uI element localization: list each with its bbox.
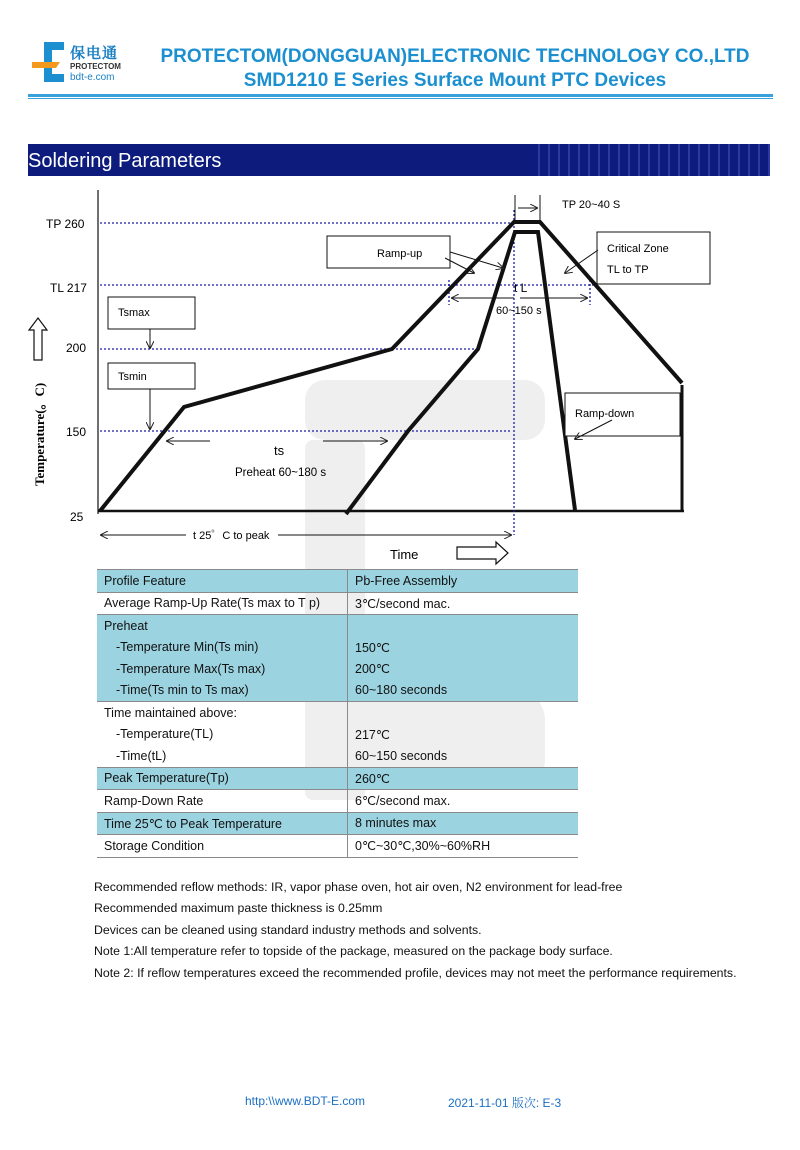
feature-text: Time 25℃ to Peak Temperature xyxy=(104,816,283,831)
value-cell: 150℃ xyxy=(348,637,579,659)
table-row xyxy=(97,702,578,724)
tl-label: t L xyxy=(514,281,528,295)
tl-range-label: 60~150 s xyxy=(496,305,542,317)
feature-text: -Time(tL) xyxy=(116,748,167,763)
value-cell: 60~180 seconds xyxy=(348,680,579,702)
table-row xyxy=(97,724,578,746)
reflow-profile-chart xyxy=(0,180,800,570)
note-line: Note 1:All temperature refer to topside of the package, measured on the package body surface. xyxy=(94,944,613,959)
feature-text: -Temperature(TL) xyxy=(116,727,214,742)
header-rule xyxy=(28,94,773,97)
ts-label: ts xyxy=(274,443,285,458)
table-row xyxy=(97,658,578,680)
value-cell xyxy=(348,702,579,724)
feature-cell xyxy=(97,615,348,637)
feature-text: Profile Feature xyxy=(104,573,186,588)
feature-text: Peak Temperature(Tp) xyxy=(104,771,229,786)
y-tick-25: 25 xyxy=(70,510,84,524)
value-cell: 3℃/second mac. xyxy=(348,592,579,615)
footer-date-version: 2021-11-01 版次: E-3 xyxy=(448,1096,562,1110)
logo-url: bdt-e.com xyxy=(70,72,115,83)
section-stripes xyxy=(530,144,770,176)
t25-label: t 25゜C to peak xyxy=(193,530,270,542)
ramp-up-pointer-2 xyxy=(450,252,503,268)
preheat-label: Preheat 60~180 s xyxy=(235,467,327,479)
feature-cell xyxy=(97,680,348,702)
feature-text: -Time(Ts min to Ts max) xyxy=(116,683,249,698)
x-axis-title: Time xyxy=(390,547,419,562)
value-cell xyxy=(348,615,579,637)
feature-cell xyxy=(97,790,348,813)
feature-cell xyxy=(97,835,348,858)
feature-text: Storage Condition xyxy=(104,838,205,853)
x-axis-arrow-icon xyxy=(457,542,508,564)
table-row xyxy=(97,570,578,593)
table-row xyxy=(97,767,578,790)
table-row xyxy=(97,790,578,813)
note-line: Devices can be cleaned using standard industry methods and solvents. xyxy=(94,922,482,937)
feature-cell xyxy=(97,658,348,680)
company-logo xyxy=(30,40,130,90)
ramp-up-label: Ramp-up xyxy=(377,248,423,260)
table-row xyxy=(97,637,578,659)
note-line: Recommended maximum paste thickness is 0.25mm xyxy=(94,901,383,916)
value-cell: 60~150 seconds xyxy=(355,748,448,763)
value-cell: 0℃~30℃,30%~60%RH xyxy=(348,835,579,858)
feature-text: Average Ramp-Up Rate(Ts max to T p) xyxy=(104,596,321,611)
document-subtitle: SMD1210 E Series Surface Mount PTC Devices xyxy=(243,70,667,91)
feature-cell xyxy=(97,767,348,790)
section-title: Soldering Parameters xyxy=(28,150,222,172)
table-row xyxy=(97,745,578,767)
table-row xyxy=(97,680,578,702)
table-row xyxy=(97,835,578,858)
feature-text: Preheat xyxy=(104,618,148,633)
critical-zone-range: TL to TP xyxy=(607,264,649,276)
value-cell: 200℃ xyxy=(348,658,579,680)
notes xyxy=(94,877,736,984)
tp-duration-label: TP 20~40 S xyxy=(562,199,621,211)
y-tick-tl: TL 217 xyxy=(50,281,87,295)
table-row xyxy=(97,592,578,615)
feature-cell xyxy=(97,570,348,593)
value-cell: 6℃/second max. xyxy=(348,790,579,813)
footer-url-link[interactable]: http:\\www.BDT-E.com xyxy=(245,1094,366,1108)
feature-text: -Temperature Max(Ts max) xyxy=(116,661,266,676)
feature-cell xyxy=(97,745,348,767)
value-cell: 260℃ xyxy=(348,767,579,790)
tsmin-label: Tsmin xyxy=(118,371,147,383)
soldering-parameters-table xyxy=(97,569,578,858)
feature-cell xyxy=(97,592,348,615)
feature-cell xyxy=(97,724,348,746)
tsmax-label: Tsmax xyxy=(118,307,150,319)
table-row xyxy=(97,812,578,835)
value-cell: 8 minutes max xyxy=(348,812,579,835)
feature-cell xyxy=(97,812,348,835)
feature-cell xyxy=(97,702,348,724)
profile-curve-inner xyxy=(346,232,575,514)
y-axis-title: Temperature(。C) xyxy=(32,382,47,486)
section-bar xyxy=(28,144,770,176)
table-row xyxy=(97,615,578,637)
feature-cell xyxy=(97,637,348,659)
note-line: Note 2: If reflow temperatures exceed the recommended profile, devices may not meet the performance requirements. xyxy=(94,965,737,980)
logo-english-name: PROTECTOM xyxy=(70,62,121,71)
y-tick-200: 200 xyxy=(66,341,87,355)
value-cell: 217℃ xyxy=(355,727,390,742)
critical-zone-box xyxy=(597,232,710,284)
y-axis-arrow-icon xyxy=(29,318,47,360)
value-cell: Pb-Free Assembly xyxy=(348,570,579,593)
logo-mark-icon xyxy=(30,40,70,86)
feature-text: Time maintained above: xyxy=(104,705,237,720)
company-name: PROTECTOM(DONGGUAN)ELECTRONIC TECHNOLOGY CO.,LTD xyxy=(160,46,750,67)
logo-chinese-name: 保电通 xyxy=(70,44,119,62)
header-rule-thin xyxy=(28,98,773,99)
critical-zone-label: Critical Zone xyxy=(607,243,669,255)
y-tick-150: 150 xyxy=(66,425,87,439)
y-tick-tp: TP 260 xyxy=(46,217,85,231)
feature-text: Ramp-Down Rate xyxy=(104,793,204,808)
feature-text: -Temperature Min(Ts min) xyxy=(116,640,259,655)
note-line: Recommended reflow methods: IR, vapor phase oven, hot air oven, N2 environment for lead-free xyxy=(94,880,623,894)
ramp-down-label: Ramp-down xyxy=(575,408,635,420)
